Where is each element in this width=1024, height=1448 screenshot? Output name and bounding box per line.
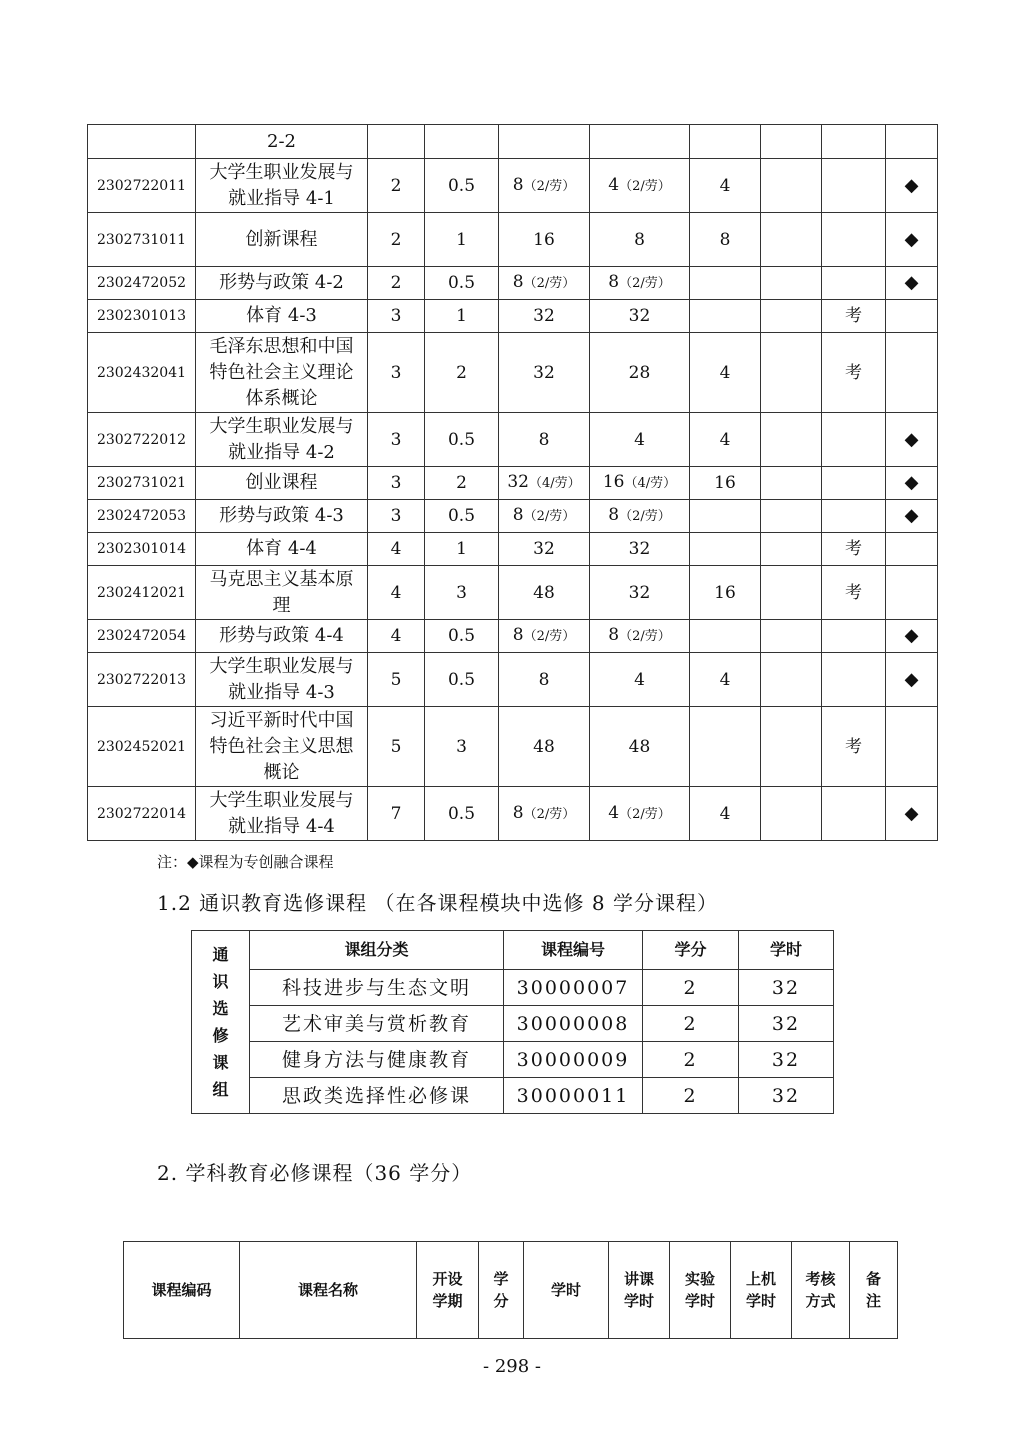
- name-cell: 形势与政策 4-3: [196, 500, 368, 533]
- note-cell: ◆: [886, 159, 938, 213]
- online-cell: [761, 620, 822, 653]
- term-cell: 3: [368, 300, 425, 333]
- name-cell: 形势与政策 4-4: [196, 620, 368, 653]
- hours-cell: 32: [739, 970, 834, 1006]
- online-cell: [761, 267, 822, 300]
- code-cell: 2302731021: [88, 467, 196, 500]
- hours-cell: 32: [739, 1006, 834, 1042]
- online-cell: [761, 707, 822, 787]
- credit-cell: 0.5: [425, 787, 499, 841]
- header-lab-hours: 实验学时: [670, 1242, 731, 1339]
- header-exam-type: 考核方式: [792, 1242, 850, 1339]
- header-credit: 学分: [479, 1242, 524, 1339]
- name-cell: 体育 4-4: [196, 533, 368, 566]
- table-row: [88, 213, 938, 267]
- group-label: 通 识 选 修 课 组: [192, 931, 250, 1114]
- term-cell: 3: [368, 467, 425, 500]
- exam-cell: [822, 159, 886, 213]
- credit-cell: 1: [425, 533, 499, 566]
- term-cell: 2: [368, 159, 425, 213]
- online-cell: [761, 566, 822, 620]
- term-cell: 4: [368, 533, 425, 566]
- table-row: [88, 500, 938, 533]
- lab-cell: [690, 267, 761, 300]
- table-row: [192, 970, 834, 1006]
- table-row: [88, 707, 938, 787]
- online-cell: [761, 300, 822, 333]
- note-cell: ◆: [886, 787, 938, 841]
- credit-cell: 2: [643, 970, 739, 1006]
- exam-cell: [822, 620, 886, 653]
- credit-cell: 0.5: [425, 413, 499, 467]
- name-cell: 马克思主义基本原理: [196, 566, 368, 620]
- table-row: [88, 413, 938, 467]
- term-cell: 3: [368, 333, 425, 413]
- lecture-cell: 32: [590, 300, 690, 333]
- note-cell: [886, 566, 938, 620]
- table-row: [192, 1006, 834, 1042]
- lecture-cell: 4: [590, 653, 690, 707]
- term-cell: 5: [368, 707, 425, 787]
- online-cell: [761, 787, 822, 841]
- hours-cell: 32: [499, 333, 590, 413]
- code-cell: 30000008: [504, 1006, 643, 1042]
- lab-cell: [690, 707, 761, 787]
- code-cell: 2302412021: [88, 566, 196, 620]
- hours-cell: 48: [499, 566, 590, 620]
- note-cell: ◆: [886, 467, 938, 500]
- section-heading-elective: 1.2 通识教育选修课程 （在各课程模块中选修 8 学分课程）: [157, 891, 718, 915]
- code-cell: 30000011: [504, 1078, 643, 1114]
- hours-cell: 32: [499, 533, 590, 566]
- general-elective-table: [191, 930, 834, 1114]
- code-cell: 2302722012: [88, 413, 196, 467]
- name-cell: 毛泽东思想和中国特色社会主义理论体系概论: [196, 333, 368, 413]
- lecture-cell: 32: [590, 533, 690, 566]
- online-cell: [761, 333, 822, 413]
- note-cell: [886, 533, 938, 566]
- code-cell: 2302472054: [88, 620, 196, 653]
- name-cell: 习近平新时代中国特色社会主义思想概论: [196, 707, 368, 787]
- header-course-name: 课程名称: [240, 1242, 417, 1339]
- credit-cell: 0.5: [425, 653, 499, 707]
- note-cell: [886, 300, 938, 333]
- code-cell: 2302472053: [88, 500, 196, 533]
- hours-cell: 48: [499, 707, 590, 787]
- header-term: 开设学期: [417, 1242, 479, 1339]
- lab-cell: [690, 620, 761, 653]
- term-cell: 5: [368, 653, 425, 707]
- course-table-continued: [87, 124, 938, 841]
- note-cell: [886, 125, 938, 159]
- hours-cell: 32: [499, 300, 590, 333]
- hours-cell: 16: [499, 213, 590, 267]
- exam-cell: [822, 653, 886, 707]
- category-cell: 健身方法与健康教育: [250, 1042, 504, 1078]
- lecture-cell: 4（2/劳）: [590, 159, 690, 213]
- credit-cell: 2: [425, 467, 499, 500]
- code-cell: 2302722013: [88, 653, 196, 707]
- term-cell: 2: [368, 267, 425, 300]
- lecture-cell: 8（2/劳）: [590, 500, 690, 533]
- lab-cell: 16: [690, 566, 761, 620]
- term-cell: 4: [368, 566, 425, 620]
- credit-cell: 0.5: [425, 267, 499, 300]
- online-cell: [761, 467, 822, 500]
- note-cell: [886, 333, 938, 413]
- credit-cell: 1: [425, 213, 499, 267]
- code-cell: 2302472052: [88, 267, 196, 300]
- table-row: [88, 653, 938, 707]
- note-cell: ◆: [886, 500, 938, 533]
- exam-cell: [822, 125, 886, 159]
- lecture-cell: 8（2/劳）: [590, 267, 690, 300]
- code-cell: 2302432041: [88, 333, 196, 413]
- note-cell: ◆: [886, 413, 938, 467]
- name-cell: 大学生职业发展与就业指导 4-3: [196, 653, 368, 707]
- table-row: [88, 787, 938, 841]
- code-cell: 2302722014: [88, 787, 196, 841]
- note-cell: ◆: [886, 620, 938, 653]
- hours-cell: 32: [739, 1078, 834, 1114]
- lab-cell: [690, 300, 761, 333]
- table-row: [88, 620, 938, 653]
- note-cell: [886, 707, 938, 787]
- name-cell: 体育 4-3: [196, 300, 368, 333]
- name-cell: 2-2: [196, 125, 368, 159]
- lecture-cell: 8（2/劳）: [590, 620, 690, 653]
- term-cell: 4: [368, 620, 425, 653]
- credit-cell: 1: [425, 300, 499, 333]
- name-cell: 大学生职业发展与就业指导 4-1: [196, 159, 368, 213]
- term-cell: 2: [368, 213, 425, 267]
- header-code: 课程编号: [504, 931, 643, 970]
- credit-cell: 2: [643, 1006, 739, 1042]
- term-cell: 7: [368, 787, 425, 841]
- category-cell: 科技进步与生态文明: [250, 970, 504, 1006]
- table-row: [88, 333, 938, 413]
- lecture-cell: 4（2/劳）: [590, 787, 690, 841]
- online-cell: [761, 159, 822, 213]
- lecture-cell: 28: [590, 333, 690, 413]
- online-cell: [761, 413, 822, 467]
- hours-cell: [499, 125, 590, 159]
- note-cell: ◆: [886, 653, 938, 707]
- hours-cell: 8: [499, 413, 590, 467]
- header-computer-hours: 上机学时: [731, 1242, 792, 1339]
- lab-cell: 4: [690, 653, 761, 707]
- table-row: [88, 300, 938, 333]
- term-cell: [368, 125, 425, 159]
- lab-cell: 16: [690, 467, 761, 500]
- lecture-cell: 32: [590, 566, 690, 620]
- section-heading-required: 2. 学科教育必修课程（36 学分）: [157, 1161, 473, 1185]
- lab-cell: [690, 125, 761, 159]
- code-cell: 30000007: [504, 970, 643, 1006]
- exam-cell: 考: [822, 707, 886, 787]
- table-footnote: 注：◆课程为专创融合课程: [157, 853, 334, 871]
- exam-cell: [822, 413, 886, 467]
- online-cell: [761, 213, 822, 267]
- credit-cell: 0.5: [425, 620, 499, 653]
- lab-cell: 4: [690, 333, 761, 413]
- exam-cell: 考: [822, 533, 886, 566]
- exam-cell: [822, 267, 886, 300]
- exam-cell: [822, 787, 886, 841]
- credit-cell: 0.5: [425, 159, 499, 213]
- code-cell: 30000009: [504, 1042, 643, 1078]
- page-number: - 298 -: [483, 1356, 541, 1377]
- exam-cell: [822, 500, 886, 533]
- credit-cell: 2: [643, 1078, 739, 1114]
- hours-cell: 8（2/劳）: [499, 787, 590, 841]
- online-cell: [761, 125, 822, 159]
- exam-cell: 考: [822, 300, 886, 333]
- name-cell: 创新课程: [196, 213, 368, 267]
- header-lecture-hours: 讲课学时: [609, 1242, 670, 1339]
- name-cell: 形势与政策 4-2: [196, 267, 368, 300]
- hours-cell: 8: [499, 653, 590, 707]
- credit-cell: 2: [643, 1042, 739, 1078]
- table-row: [88, 267, 938, 300]
- required-course-table-header: [123, 1241, 898, 1339]
- exam-cell: 考: [822, 566, 886, 620]
- hours-cell: 8（2/劳）: [499, 620, 590, 653]
- hours-cell: 32: [739, 1042, 834, 1078]
- name-cell: 大学生职业发展与就业指导 4-4: [196, 787, 368, 841]
- table-row: [88, 125, 938, 159]
- header-hours: 学时: [524, 1242, 609, 1339]
- lecture-cell: 4: [590, 413, 690, 467]
- credit-cell: 3: [425, 566, 499, 620]
- code-cell: 2302452021: [88, 707, 196, 787]
- lab-cell: [690, 500, 761, 533]
- code-cell: 2302301014: [88, 533, 196, 566]
- hours-cell: 32（4/劳）: [499, 467, 590, 500]
- credit-cell: 2: [425, 333, 499, 413]
- note-cell: ◆: [886, 213, 938, 267]
- code-cell: [88, 125, 196, 159]
- name-cell: 创业课程: [196, 467, 368, 500]
- term-cell: 3: [368, 413, 425, 467]
- credit-cell: 3: [425, 707, 499, 787]
- name-cell: 大学生职业发展与就业指导 4-2: [196, 413, 368, 467]
- lecture-cell: 16（4/劳）: [590, 467, 690, 500]
- category-cell: 思政类选择性必修课: [250, 1078, 504, 1114]
- header-category: 课组分类: [250, 931, 504, 970]
- category-cell: 艺术审美与赏析教育: [250, 1006, 504, 1042]
- hours-cell: 8（2/劳）: [499, 500, 590, 533]
- term-cell: 3: [368, 500, 425, 533]
- table-row: [88, 467, 938, 500]
- online-cell: [761, 653, 822, 707]
- hours-cell: 8（2/劳）: [499, 159, 590, 213]
- credit-cell: 0.5: [425, 500, 499, 533]
- credit-cell: [425, 125, 499, 159]
- table-row: [192, 1078, 834, 1114]
- lab-cell: 4: [690, 787, 761, 841]
- hours-cell: 8（2/劳）: [499, 267, 590, 300]
- table-row: [88, 533, 938, 566]
- code-cell: 2302301013: [88, 300, 196, 333]
- lab-cell: 4: [690, 159, 761, 213]
- lab-cell: 4: [690, 413, 761, 467]
- table-row: [88, 566, 938, 620]
- header-credit: 学分: [643, 931, 739, 970]
- code-cell: 2302731011: [88, 213, 196, 267]
- lab-cell: [690, 533, 761, 566]
- note-cell: ◆: [886, 267, 938, 300]
- online-cell: [761, 533, 822, 566]
- exam-cell: [822, 467, 886, 500]
- code-cell: 2302722011: [88, 159, 196, 213]
- table-row: [192, 1042, 834, 1078]
- online-cell: [761, 500, 822, 533]
- exam-cell: [822, 213, 886, 267]
- header-remark: 备注: [850, 1242, 898, 1339]
- lecture-cell: [590, 125, 690, 159]
- lecture-cell: 8: [590, 213, 690, 267]
- table-row: [88, 159, 938, 213]
- lab-cell: 8: [690, 213, 761, 267]
- exam-cell: 考: [822, 333, 886, 413]
- lecture-cell: 48: [590, 707, 690, 787]
- header-hours: 学时: [739, 931, 834, 970]
- header-course-code: 课程编码: [124, 1242, 240, 1339]
